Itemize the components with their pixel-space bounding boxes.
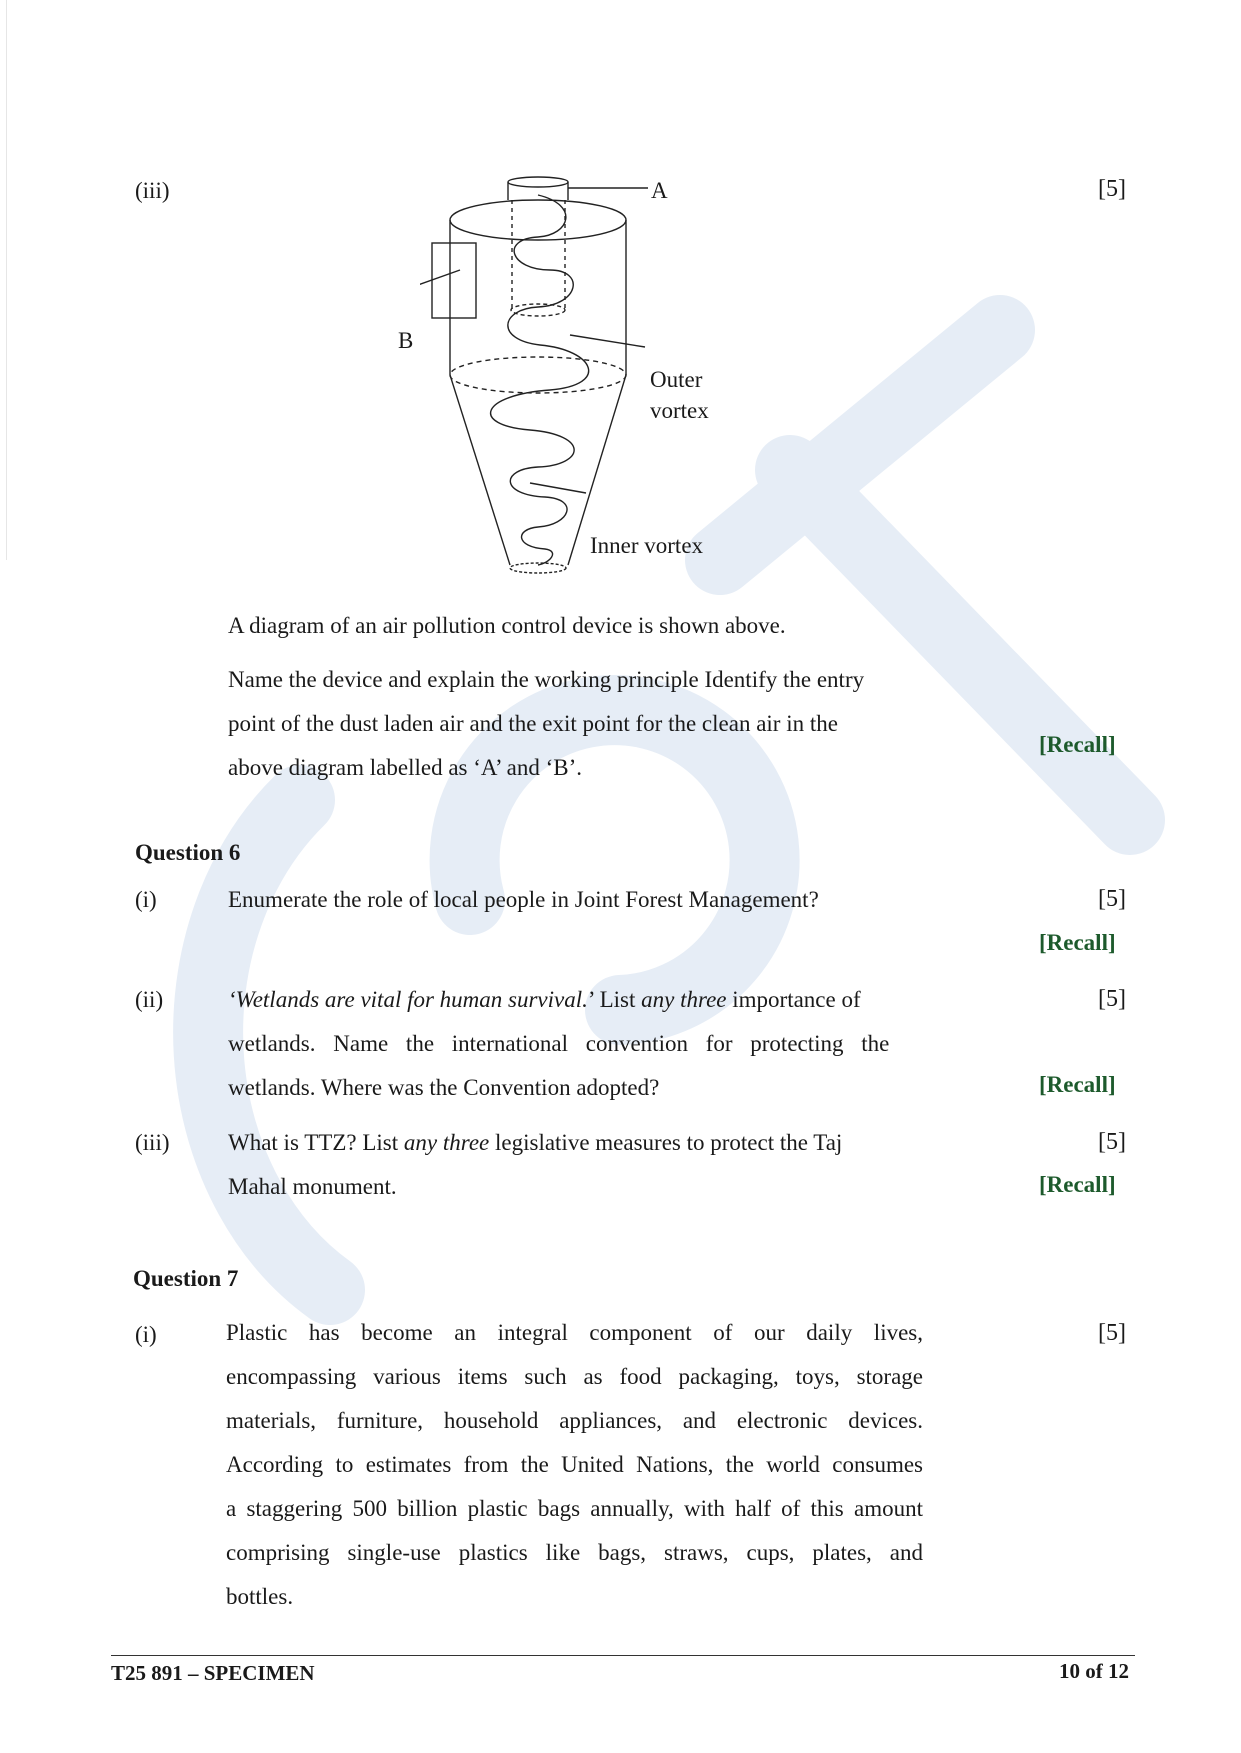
passage-line: According to estimates from the United Nations, the world consumes	[226, 1452, 923, 1477]
outlet-tube-top	[508, 177, 568, 187]
q5-description: A diagram of an air pollution control device is shown above.	[228, 613, 786, 638]
cylinder-top	[450, 200, 626, 240]
marks: [5]	[1098, 1320, 1126, 1346]
inlet-box	[432, 243, 476, 318]
leader-outer	[570, 335, 645, 347]
vortex-spiral	[491, 195, 589, 565]
q6-ii-line-3: wetlands. Where was the Convention adopted?	[228, 1075, 660, 1100]
footer-paper-code: T25 891 – SPECIMEN	[111, 1661, 315, 1685]
passage-line: Plastic has become an integral component of our daily lives,	[226, 1320, 923, 1345]
passage-line: bottles.	[226, 1584, 294, 1609]
question-7-heading: Question 7	[133, 1266, 239, 1291]
q5-instruction-line-1: Name the device and explain the working principle Identify the entry	[228, 667, 865, 692]
recall-tag: [Recall]	[1039, 1072, 1116, 1097]
q6-iii-line-1: What is TTZ? List any three legislative measures to protect the Taj	[228, 1130, 843, 1155]
recall-tag: [Recall]	[1039, 1172, 1116, 1197]
part-label: (ii)	[135, 987, 164, 1012]
diagram-label-outer-vortex-1: Outer	[650, 367, 703, 392]
footer-rule	[111, 1655, 1135, 1656]
leader-b	[420, 270, 460, 295]
diagram-label-b: B	[398, 328, 414, 353]
q5-instruction-line-2: point of the dust laden air and the exit point for the clean air in the	[228, 711, 838, 736]
q5-instruction-line-3: above diagram labelled as ‘A’ and ‘B’.	[228, 755, 583, 780]
cone-left-wall	[450, 375, 510, 565]
q6-iii-line-2: Mahal monument.	[228, 1174, 397, 1199]
recall-tag: [Recall]	[1039, 732, 1116, 757]
q6-i-text: Enumerate the role of local people in Joint Forest Management?	[228, 887, 819, 912]
q7-i-passage	[226, 1311, 923, 1619]
part-label: (iii)	[135, 178, 170, 203]
part-label: (i)	[135, 887, 157, 912]
passage-line: comprising single-use plastics like bags, straws, cups, plates, and	[226, 1540, 923, 1565]
part-label: (i)	[135, 1322, 157, 1347]
marks: [5]	[1098, 886, 1126, 912]
leader-inner	[530, 483, 586, 493]
passage-line: encompassing various items such as food packaging, toys, storage	[226, 1364, 923, 1389]
footer-page-number: 10 of 12	[1059, 1659, 1129, 1683]
passage-line: a staggering 500 billion plastic bags annually, with half of this amount	[226, 1496, 923, 1521]
q6-ii-line-2: wetlands. Name the international convention for protecting the	[228, 1031, 890, 1056]
part-label: (iii)	[135, 1130, 170, 1155]
q6-ii-quote: ‘Wetlands are vital for human survival.	[228, 987, 588, 1012]
diagram-label-inner-vortex: Inner vortex	[590, 533, 704, 558]
marks: [5]	[1098, 986, 1126, 1012]
diagram-label-a: A	[651, 178, 668, 203]
diagram-label-outer-vortex-2: vortex	[650, 398, 709, 423]
marks: [5]	[1098, 1129, 1126, 1155]
q6-ii-line-1: ‘Wetlands are vital for human survival.’ List any three importance of	[228, 987, 861, 1012]
page-edge-line	[6, 0, 7, 560]
marks: [5]	[1098, 176, 1126, 202]
recall-tag: [Recall]	[1039, 930, 1116, 955]
question-6-heading: Question 6	[135, 840, 241, 865]
passage-line: materials, furniture, household appliances, and electronic devices.	[226, 1408, 923, 1433]
